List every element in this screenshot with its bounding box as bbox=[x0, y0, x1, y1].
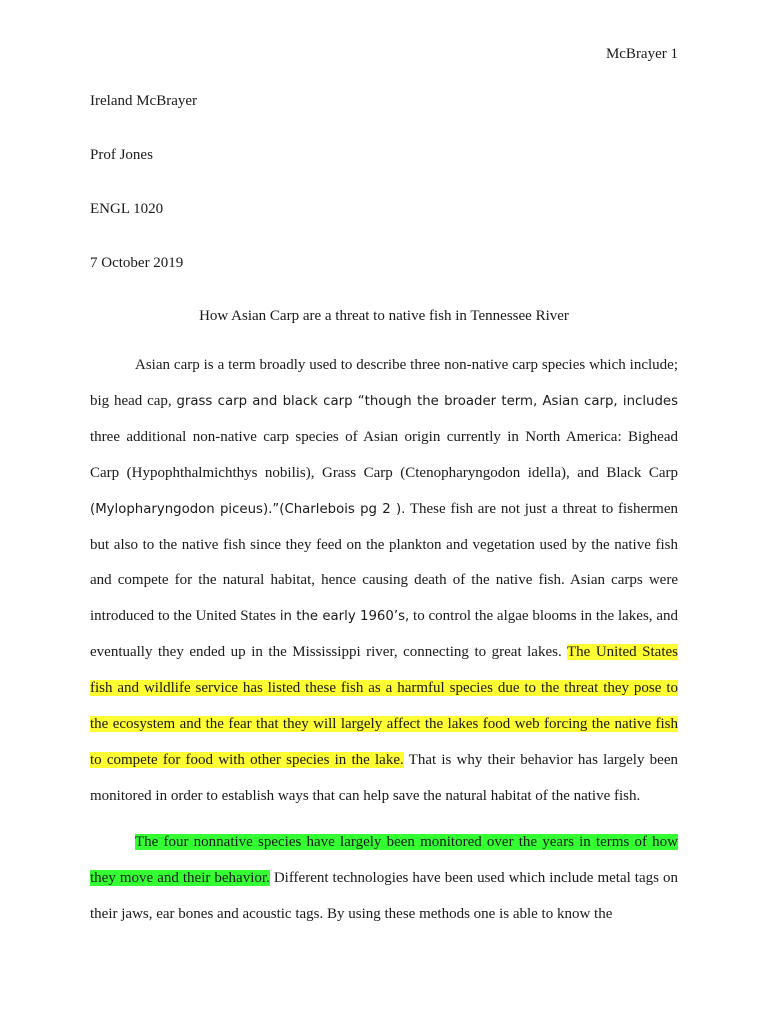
essay-date: 7 October 2019 bbox=[90, 255, 184, 271]
paragraph-1-segment-5: These fish are not just a threat to fishermen but also to the native fish since they feed on the plankton and vegetation used by the native fish and compete for the natural habitat, hence causing death of the native fish. Asian carps were introduced to the United States bbox=[90, 500, 678, 625]
paragraph-1 bbox=[90, 348, 678, 815]
paragraph-1-quote-segment: grass carp and black carp “though the broader term, Asian carp, includes bbox=[176, 393, 678, 409]
paragraph-2-segment-1: Different technologies have been used which include metal tags on their jaws, ear bones and acoustic tags. By using these methods one is able to know the bbox=[90, 869, 678, 922]
yellow-highlight: The United States fish and wildlife service has listed these fish as a harmful species due to the threat they pose to the ecosystem and the fear that they will largely affect the lakes food web forcing the native fish to compete for food with other species in the lake. bbox=[90, 644, 678, 768]
paragraph-1-date-segment: in the early 1960’s, bbox=[279, 609, 410, 625]
paragraph-2 bbox=[90, 825, 678, 933]
paragraph-1-segment-7: to control the algae blooms in the lakes, and eventually they ended up in the Mississippi river, connecting to great lakes. bbox=[90, 608, 678, 661]
paragraph-1-segment-3: three additional non-native carp species of Asian origin currently in North America: Bighead Carp (Hypophthalmichthys nobilis), Grass Carp (Ctenopharyngodon idella), and Black Carp bbox=[90, 428, 678, 481]
paragraph-1-segment-1: Asian carp is a term broadly used to describe three non-native carp species which include; big head cap, bbox=[90, 357, 678, 409]
instructor-name: Prof Jones bbox=[90, 147, 153, 163]
author-name: Ireland McBrayer bbox=[90, 93, 198, 109]
course-name: ENGL 1020 bbox=[90, 201, 164, 217]
essay-title: How Asian Carp are a threat to native fish in Tennessee River bbox=[199, 308, 569, 324]
paragraph-1-segment-8: That is why their behavior has largely been monitored in order to establish ways that can help save the natural habitat of the native fish. bbox=[90, 751, 678, 804]
running-head: McBrayer 1 bbox=[605, 46, 678, 62]
paragraph-1-citation: (Mylopharyngodon piceus).”(Charlebois pg 2 ). bbox=[90, 501, 406, 517]
green-highlight: The four nonnative species have largely been monitored over the years in terms of how they move and their behavior. bbox=[90, 834, 678, 886]
